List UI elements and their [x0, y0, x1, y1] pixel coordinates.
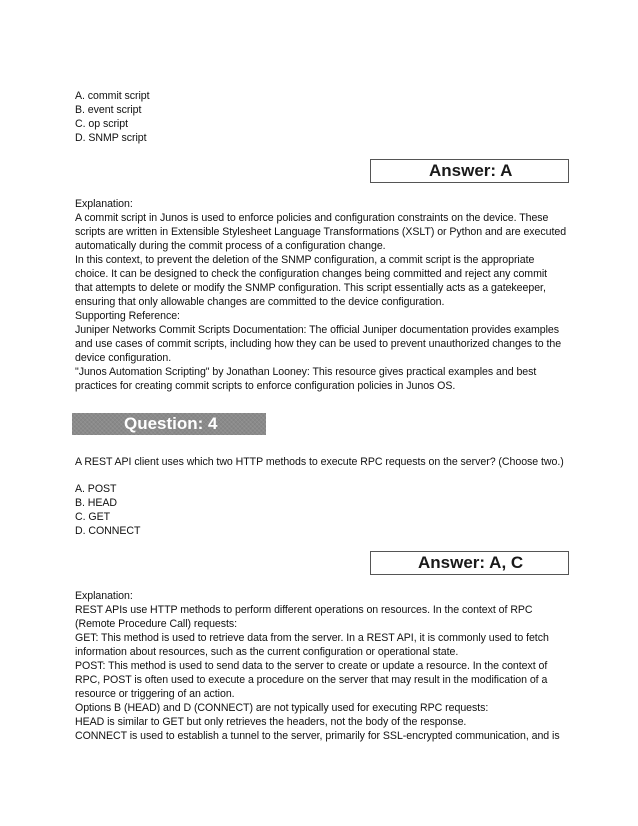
q4-explanation-line: RPC, POST is often used to execute a procedure on the server that may result in the modification of a — [75, 674, 548, 686]
q4-explanation-line: GET: This method is used to retrieve data from the server. In a REST API, it is commonly used to fetch — [75, 632, 549, 644]
q4-explanation-line: POST: This method is used to send data to the server to create or update a resource. In the context of — [75, 660, 548, 672]
q3-option-b: B. event script — [75, 104, 142, 116]
q4-explanation-line: Explanation: — [75, 590, 133, 602]
q4-explanation-line: information about resources, such as the current configuration or operational state. — [75, 646, 459, 658]
q3-option-d: D. SNMP script — [75, 132, 147, 144]
q3-explanation-line: Explanation: — [75, 198, 133, 210]
q4-explanation-line: REST APIs use HTTP methods to perform different operations on resources. In the context of RPC — [75, 604, 533, 616]
q4-explanation-line: CONNECT is used to establish a tunnel to the server, primarily for SSL-encrypted communication, and is — [75, 730, 560, 742]
q4-option-b: B. HEAD — [75, 497, 118, 509]
q3-option-a: A. commit script — [75, 90, 150, 102]
q3-explanation-line: practices for creating commit scripts to enforce configuration policies in Junos OS. — [75, 380, 456, 392]
q3-explanation-line: A commit script in Junos is used to enforce policies and configuration constraints on the device. These — [75, 212, 549, 224]
q3-explanation-line: that attempts to delete or modify the SNMP configuration. This script essentially acts as a gatekeeper, — [75, 282, 546, 294]
q4-option-c: C. GET — [75, 511, 111, 523]
q4-question-text: A REST API client uses which two HTTP methods to execute RPC requests on the server? (Choose two.) — [75, 456, 564, 468]
q3-explanation-line: Supporting Reference: — [75, 310, 180, 322]
q4-explanation-line: resource or triggering of an action. — [75, 688, 235, 700]
q4-explanation-line: Options B (HEAD) and D (CONNECT) are not typically used for executing RPC requests: — [75, 702, 489, 714]
q4-option-d: D. CONNECT — [75, 525, 141, 537]
q4-explanation-line: (Remote Procedure Call) requests: — [75, 618, 238, 630]
q3-answer: Answer: A — [429, 161, 513, 180]
q3-explanation-line: choice. It can be designed to check the configuration changes being committed and reject any commit — [75, 268, 548, 280]
q4-answer: Answer: A, C — [418, 553, 524, 572]
question-heading: Question: 4 — [124, 414, 218, 433]
q3-explanation-line: automatically during the commit process of a configuration change. — [75, 240, 386, 252]
q3-explanation-line: device configuration. — [75, 352, 172, 364]
q3-explanation-line: scripts are written in Extensible Stylesheet Language Transformations (XSLT) or Python and are executed — [75, 226, 567, 238]
q3-explanation-line: "Junos Automation Scripting" by Jonathan Looney: This resource gives practical examples and best — [75, 366, 537, 378]
q3-explanation-line: and use cases of commit scripts, including how they can be used to prevent unauthorized changes to the — [75, 338, 562, 350]
question-banner — [72, 413, 266, 435]
q3-explanation-line: In this context, to prevent the deletion of the SNMP configuration, a commit script is the appropriate — [75, 254, 535, 266]
q3-explanation-line: ensuring that only allowable changes are committed to the device configuration. — [75, 296, 445, 308]
q3-explanation-line: Juniper Networks Commit Scripts Documentation: The official Juniper documentation provides examples — [75, 324, 559, 336]
q4-option-a: A. POST — [75, 483, 117, 495]
q4-explanation-line: HEAD is similar to GET but only retrieves the headers, not the body of the response. — [75, 716, 467, 728]
q3-option-c: C. op script — [75, 118, 128, 130]
